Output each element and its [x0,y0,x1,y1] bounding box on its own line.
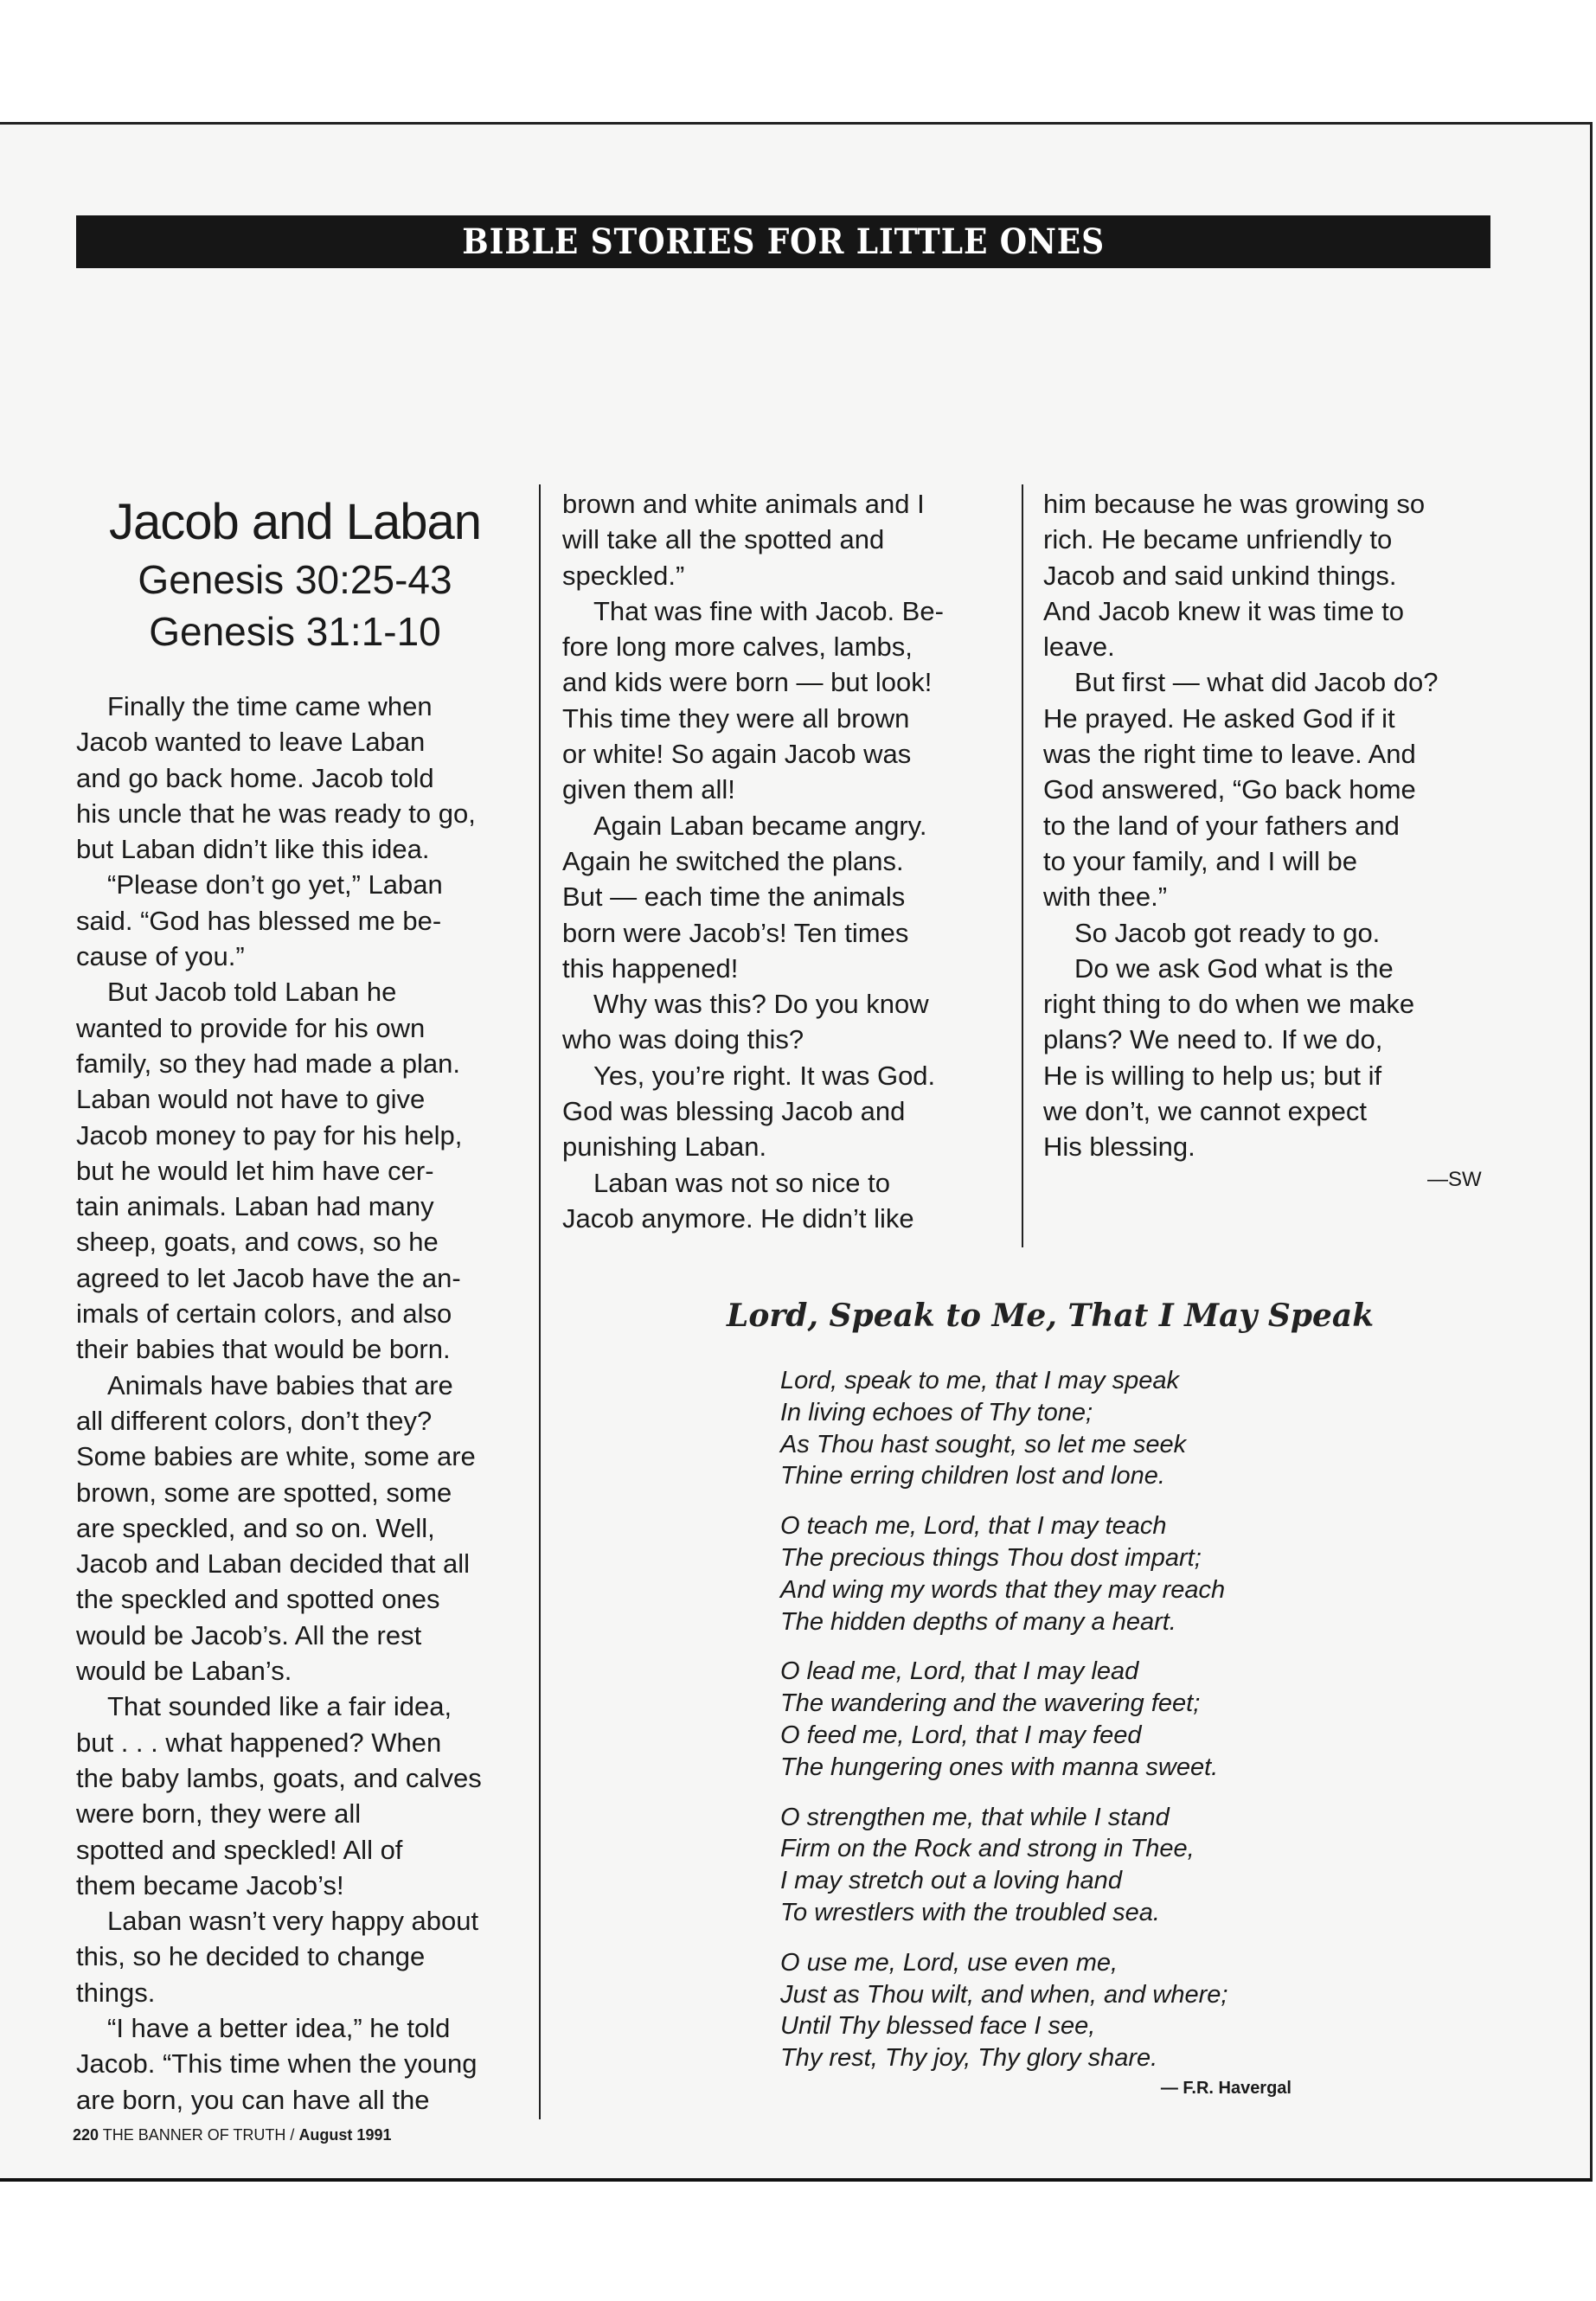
story-column-1 [76,689,514,2118]
story-text-line: tain animals. Laban had many [76,1191,434,1222]
story-text-line: Finally the time came when [107,691,433,721]
story-text-line: Jacob money to pay for his help, [76,1119,463,1150]
poem-line: As Thou hast sought, so let me seek [780,1430,1187,1458]
story-text-line: Again he switched the plans. [562,845,904,876]
story-text-line: So Jacob got ready to go. [1074,917,1381,948]
story-text-line: “Please don’t go yet,” Laban [107,869,443,901]
story-text-line: This time they were all brown [562,702,910,734]
story-text-line: punishing Laban. [562,1131,767,1163]
poem-line: The wandering and the wavering feet; [780,1689,1201,1718]
story-text-line: sheep, goats, and cows, so he [76,1227,439,1258]
story-text-line: their babies that would be born. [76,1334,451,1365]
story-text-line: and go back home. Jacob told [76,762,434,793]
story-text-line: given them all! [562,774,735,805]
story-text-line: are born, you can have all the [76,2084,430,2115]
story-text-line: wanted to provide for his own [76,1012,426,1043]
story-text-line: said. “God has blessed me be- [76,905,442,936]
story-text-line: or white! So again Jacob was [562,739,912,770]
story-text-line: But Jacob told Laban he [107,977,397,1008]
story-text-line: That sounded like a fair idea, [107,1691,452,1722]
poem-line: To wrestlers with the troubled sea. [780,1898,1160,1926]
story-text-line: Laban wasn’t very happy about [107,1906,479,1937]
section-banner-title: BIBLE STORIES FOR LITTLE ONES [462,221,1105,262]
story-text-line: brown and white animals and I [562,489,925,519]
poem-attribution: — F.R. Havergal [1160,2079,1292,2098]
story-text-line: That was fine with Jacob. Be- [593,595,944,626]
story-text-line: who was doing this? [562,1024,804,1055]
page-number: 220 [73,2126,99,2144]
poem-body [780,1365,1227,2093]
poem-line: Firm on the Rock and strong in Thee, [780,1835,1195,1863]
poem-line: O strengthen me, that while I stand [780,1803,1170,1831]
poem-line: The precious things Thou dost impart; [780,1543,1202,1572]
story-text-line: Laban was not so nice to [593,1167,890,1198]
story-text-line: Jacob and said unkind things. [1043,560,1397,591]
story-text-line: “I have a better idea,” he told [107,2012,451,2043]
scripture-reference-2: Genesis 31:1-10 [149,609,441,654]
story-text-line: will take all the spotted and [562,524,885,555]
story-text-line: God was blessing Jacob and [562,1096,906,1127]
page-footer [73,2126,391,2144]
poem-stanza [780,1510,1227,1638]
story-text-line: leave. [1043,631,1115,663]
story-text-line: God answered, “Go back home [1043,774,1416,805]
story-text-line: with thee.” [1043,881,1168,913]
story-text-line: this, so he decided to change [76,1941,426,1972]
story-text-line: His blessing. [1043,1131,1195,1163]
poem-stanza [780,1802,1227,1929]
story-text-line: brown, some are spotted, some [76,1477,452,1508]
poem-line: O feed me, Lord, that I may feed [780,1721,1142,1749]
story-text-line: imals of certain colors, and also [76,1298,452,1330]
story-text-line: Jacob and Laban decided that all [76,1548,471,1580]
story-text-line: would be Jacob’s. All the rest [76,1619,422,1650]
story-text-line: But — each time the animals [562,881,906,913]
story-text-line: speckled.” [562,560,685,591]
story-text-line: Do we ask God what is the [1074,952,1394,984]
story-title: Jacob and Laban [108,494,482,550]
poem-line: Thy rest, Thy joy, Thy glory share. [780,2044,1158,2073]
story-text-line: Animals have babies that are [107,1369,453,1400]
story-text-line: Laban would not have to give [76,1084,426,1115]
story-text-line: plans? We need to. If we do, [1043,1024,1383,1055]
publication-name: THE BANNER OF TRUTH / [102,2126,295,2144]
poem-line: O teach me, Lord, that I may teach [780,1512,1167,1541]
column-divider [539,484,541,2119]
story-column-2 [562,486,997,1236]
story-text-line: his uncle that he was ready to go, [76,798,476,829]
story-text-line: Jacob wanted to leave Laban [76,727,426,758]
poem-line: In living echoes of Thy tone; [780,1398,1093,1426]
story-text-line: born were Jacob’s! Ten times [562,917,909,948]
poem-line: I may stretch out a loving hand [780,1867,1122,1895]
story-text-line: we don’t, we cannot expect [1043,1096,1367,1127]
author-initials: —SW [1427,1168,1482,1191]
story-text-line: right thing to do when we make [1043,989,1415,1020]
poem-line: Just as Thou wilt, and when, and where; [780,1980,1228,2009]
poem-line: Lord, speak to me, that I may speak [780,1367,1180,1394]
section-banner [76,215,1490,268]
story-text-line: family, so they had made a plan. [76,1048,461,1079]
column-divider [1022,484,1023,1247]
story-text-line: Why was this? Do you know [593,989,929,1020]
story-text-line: agreed to let Jacob have the an- [76,1262,461,1293]
scripture-reference-1: Genesis 30:25-43 [138,557,452,602]
story-text-line: Yes, you’re right. It was God. [593,1060,936,1091]
story-text-line: and kids were born — but look! [562,667,933,698]
story-column-3 [1043,486,1482,1165]
story-text-line: but he would let him have cer- [76,1155,434,1186]
issue-date: August 1991 [298,2126,392,2144]
poem-line: O use me, Lord, use even me, [780,1948,1118,1977]
poem-line: O lead me, Lord, that I may lead [780,1657,1139,1686]
story-text-line: things. [76,1977,156,2008]
story-text-line: would be Laban’s. [76,1656,292,1687]
story-text-line: But first — what did Jacob do? [1074,667,1439,698]
poem-stanza [780,1947,1227,2074]
story-text-line: them became Jacob’s! [76,1869,344,1900]
story-text-line: the speckled and spotted ones [76,1584,440,1615]
story-text-line: Jacob. “This time when the young [76,2048,478,2080]
story-text-line: He is willing to help us; but if [1043,1060,1382,1091]
story-text-line: all different colors, don’t they? [76,1405,433,1436]
poem-line: Until Thy blessed face I see, [780,2012,1096,2041]
story-text-line: this happened! [562,952,739,984]
story-text-line: And Jacob knew it was time to [1043,595,1404,626]
poem-line: The hidden depths of many a heart. [780,1607,1176,1636]
story-text-line: fore long more calves, lambs, [562,631,913,663]
story-text-line: to your family, and I will be [1043,845,1357,876]
story-text-line: rich. He became unfriendly to [1043,524,1393,555]
story-text-line: spotted and speckled! All of [76,1834,403,1865]
poem-stanza [780,1365,1227,1492]
story-text-line: were born, they were all [76,1798,362,1830]
poem-line: Thine erring children lost and lone. [780,1462,1165,1490]
story-text-line: but . . . what happened? When [76,1727,442,1758]
story-text-line: Some babies are white, some are [76,1441,476,1472]
story-text-line: Jacob anymore. He didn’t like [562,1202,914,1234]
story-text-line: to the land of your fathers and [1043,810,1400,841]
story-text-line: Again Laban became angry. [593,810,927,841]
story-text-line: was the right time to leave. And [1043,739,1416,770]
poem-line: The hungering ones with manna sweet. [780,1753,1219,1781]
poem-title: Lord, Speak to Me, That I May Speak [727,1298,1375,1334]
poem-stanza [780,1656,1227,1783]
story-text-line: but Laban didn’t like this idea. [76,834,430,865]
story-text-line: He prayed. He asked God if it [1043,702,1395,734]
story-text-line: the baby lambs, goats, and calves [76,1762,482,1793]
poem-line: And wing my words that they may reach [780,1575,1226,1604]
story-text-line: are speckled, and so on. Well, [76,1512,435,1543]
story-text-line: him because he was growing so [1043,489,1426,519]
story-text-line: cause of you.” [76,941,245,972]
